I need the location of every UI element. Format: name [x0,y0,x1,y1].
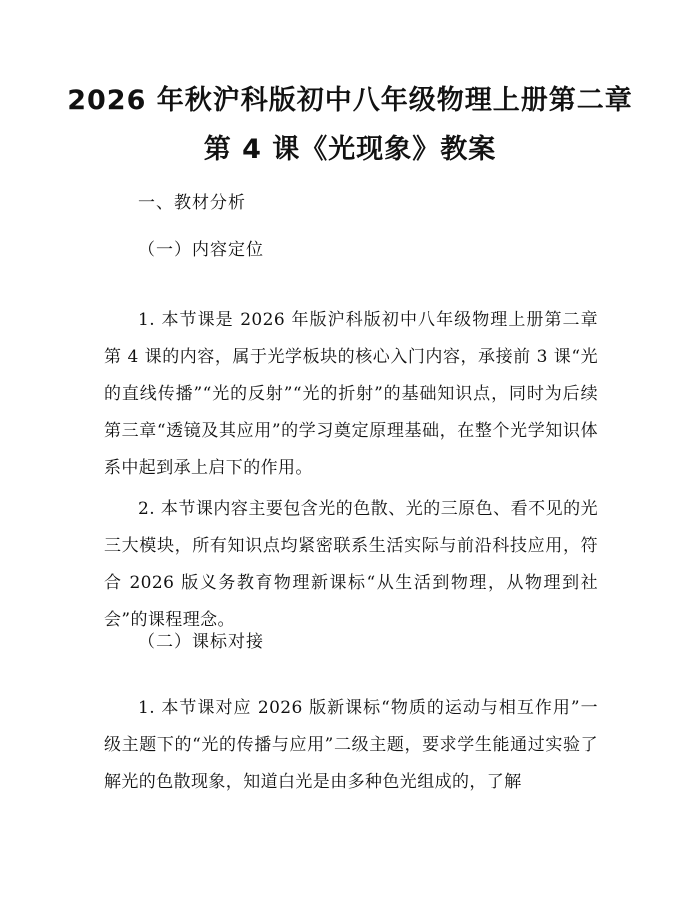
document-title-line-1: 2026 年秋沪科版初中八年级物理上册第二章 [67,85,633,116]
subsection-heading-content-positioning: （一）内容定位 [138,240,264,260]
section-heading-materials-analysis: 一、教材分析 [138,193,246,213]
paragraph-content-positioning-1: 1. 本节课是 2026 年版沪科版初中八年级物理上册第二章第 4 课的内容，属于光学板块的核心入门内容，承接前 3 课“光的直线传播”“光的反射”“光的折射”的基础知识点，同时为后续第三章“透镜及其应用”的学习奠定原理基础，在整个光学知识体系中起到承上启下的作用。 [104,310,598,478]
paragraph-content-positioning-2: 2. 本节课内容主要包含光的色散、光的三原色、看不见的光三大模块，所有知识点均紧密联系生活实际与前沿科技应用，符合 2026 版义务教育物理新课标“从生活到物理，从物理到社会”的课程理念。 [104,499,598,630]
paragraph-curriculum-alignment-1: 1. 本节课对应 2026 版新课标“物质的运动与相互作用”一级主题下的“光的传播与应用”二级主题，要求学生能通过实验了解光的色散现象，知道白光是由多种色光组成的，了解 [104,698,598,792]
subsection-heading-curriculum-alignment: （二）课标对接 [138,632,264,652]
document-title-line-2: 第 4 课《光现象》教案 [203,134,497,165]
